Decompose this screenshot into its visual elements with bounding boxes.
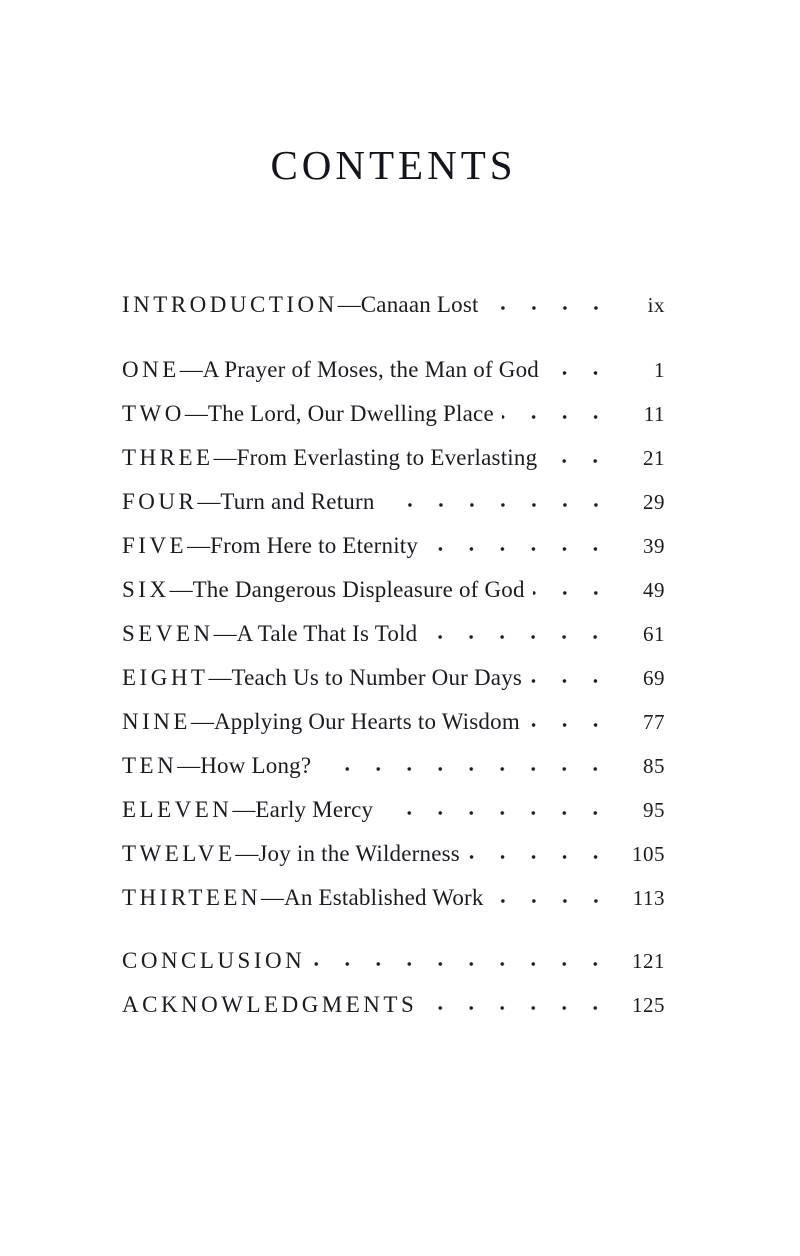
entry-title: The Lord, Our Dwelling Place <box>207 401 494 426</box>
chapter-label: ONE <box>122 357 180 382</box>
toc-entry <box>122 883 665 913</box>
dot-leader <box>468 855 621 861</box>
toc-entry <box>122 399 665 429</box>
toc-entry <box>122 707 665 737</box>
entry-title: A Tale That Is Told <box>236 621 418 646</box>
chapter-dash: — <box>187 533 211 558</box>
page-number: 121 <box>632 949 665 973</box>
chapter-dash: — <box>235 841 259 866</box>
dot-leader <box>313 962 621 968</box>
chapter-label: FIVE <box>122 533 188 558</box>
chapter-label: EIGHT <box>122 665 209 690</box>
chapter-label: FOUR <box>122 489 198 514</box>
chapter-label: INTRODUCTION <box>122 292 338 317</box>
toc-entry <box>122 355 665 385</box>
page-number: 11 <box>643 402 665 426</box>
dot-leader <box>319 767 621 773</box>
page-number: 105 <box>632 842 665 866</box>
dot-leader <box>547 371 621 377</box>
page-number: 61 <box>643 622 665 646</box>
chapter-label: CONCLUSION <box>122 948 306 973</box>
page-number: ix <box>647 293 665 317</box>
chapter-label: ELEVEN <box>122 797 233 822</box>
page-number: 95 <box>643 798 665 822</box>
dot-leader <box>528 723 621 729</box>
chapter-dash: — <box>179 357 203 382</box>
toc-entry <box>122 795 665 825</box>
entry-title: How Long? <box>200 753 312 778</box>
chapter-label: TWO <box>122 401 185 426</box>
page-number: 21 <box>643 446 665 470</box>
page-number: 85 <box>643 754 665 778</box>
dot-leader <box>425 1006 621 1012</box>
dot-leader <box>533 591 621 597</box>
page-number: 125 <box>632 993 665 1017</box>
chapter-label: ACKNOWLEDGMENTS <box>122 992 418 1017</box>
chapter-dash: — <box>208 665 232 690</box>
chapter-label: NINE <box>122 709 191 734</box>
toc-entry <box>122 946 665 976</box>
chapter-dash: — <box>184 401 208 426</box>
chapter-dash: — <box>190 709 214 734</box>
toc-entry <box>122 751 665 781</box>
toc-entry <box>122 443 665 473</box>
toc-entry <box>122 290 665 320</box>
entry-title: An Established Work <box>284 885 484 910</box>
entry-title: Teach Us to Number Our Days <box>231 665 523 690</box>
dot-leader <box>487 306 621 312</box>
dot-leader <box>545 459 621 465</box>
entry-title: From Here to Eternity <box>210 533 419 558</box>
chapter-dash: — <box>177 753 201 778</box>
toc-entry <box>122 531 665 561</box>
table-of-contents <box>122 290 665 1020</box>
dot-leader <box>426 547 621 553</box>
toc-entry <box>122 487 665 517</box>
dot-leader <box>530 679 621 685</box>
chapter-dash: — <box>213 445 237 470</box>
chapter-label: THREE <box>122 445 214 470</box>
page-number: 1 <box>654 358 665 382</box>
chapter-dash: — <box>169 577 193 602</box>
page-number: 69 <box>643 666 665 690</box>
chapter-label: SEVEN <box>122 621 214 646</box>
dot-leader <box>383 503 621 509</box>
chapter-label: TEN <box>122 753 178 778</box>
chapter-dash: — <box>213 621 237 646</box>
entry-title: Canaan Lost <box>360 292 479 317</box>
entry-title: A Prayer of Moses, the Man of God <box>202 357 539 382</box>
page-number: 49 <box>643 578 665 602</box>
page-number: 39 <box>643 534 665 558</box>
entry-title: Joy in the Wilderness <box>258 841 460 866</box>
dot-leader <box>492 899 621 905</box>
chapter-dash: — <box>232 797 256 822</box>
chapter-dash: — <box>197 489 221 514</box>
page-number: 29 <box>643 490 665 514</box>
toc-entry <box>122 990 665 1020</box>
chapter-label: TWELVE <box>122 841 236 866</box>
chapter-label: SIX <box>122 577 170 602</box>
toc-entry <box>122 619 665 649</box>
toc-entry <box>122 839 665 869</box>
dot-leader <box>381 811 621 817</box>
page-title: CONTENTS <box>270 142 517 188</box>
dot-leader <box>502 415 621 421</box>
entry-title: Turn and Return <box>220 489 375 514</box>
entry-title: From Everlasting to Everlasting <box>236 445 538 470</box>
entry-title: Applying Our Hearts to Wisdom <box>213 709 520 734</box>
chapter-label: THIRTEEN <box>122 885 262 910</box>
toc-entry <box>122 663 665 693</box>
entry-title: The Dangerous Displeasure of God <box>192 577 525 602</box>
page-number: 77 <box>643 710 665 734</box>
chapter-dash: — <box>337 292 361 317</box>
dot-leader <box>425 635 621 641</box>
page-number: 113 <box>632 886 665 910</box>
toc-entry <box>122 575 665 605</box>
entry-title: Early Mercy <box>255 797 374 822</box>
chapter-dash: — <box>261 885 285 910</box>
